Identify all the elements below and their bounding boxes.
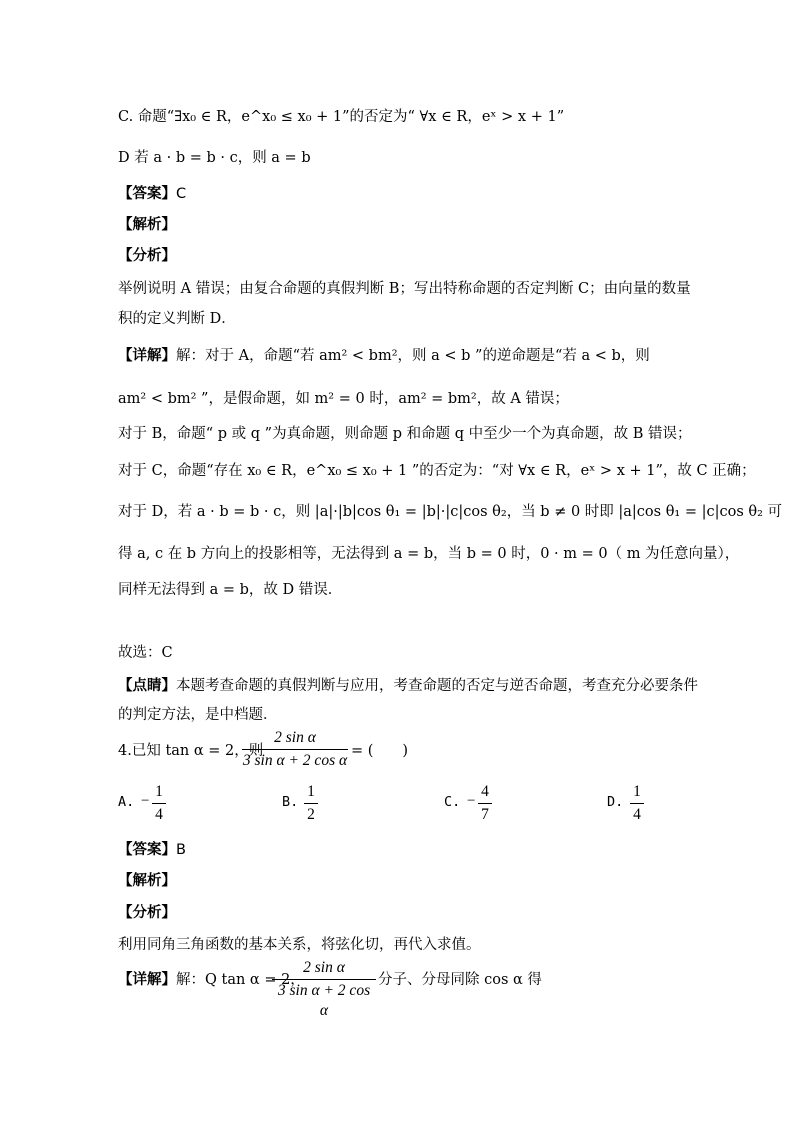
fraction-bar <box>478 803 492 804</box>
fraction-bar <box>152 803 166 804</box>
fraction-denominator: 3 sin α + 2 cos α <box>277 982 371 1019</box>
option-c-sign: − <box>467 793 476 809</box>
fraction-denominator: 4 <box>155 806 163 823</box>
q4-detail-suffix: 分子、分母同除 cos α 得 <box>378 972 542 988</box>
q3-detail-line6: 得 a, c 在 b 方向上的投影相等，无法得到 a = b，当 b = 0 时，0 · m = 0（ m 为任意向量）， <box>118 546 740 562</box>
option-a-sign: − <box>141 793 150 809</box>
fraction-numerator: 2 sin α <box>274 729 316 746</box>
q3-detail-line5: 对于 D，若 a · b = b · c，则 |a|·|b|cos θ₁ = |b|·|c|cos θ₂，当 b ≠ 0 时即 |a|cos θ₁ = |c|cos θ₂ 可 <box>118 504 783 520</box>
q3-option-c: C. 命题“∃x₀ ∈ R，e^x₀ ≤ x₀ + 1”的否定为“ ∀x ∈ R，eˣ > x + 1” <box>118 109 565 125</box>
fraction-bar <box>304 803 318 804</box>
q3-detail-line2: am² < bm² ”，是假命题，如 m² = 0 时，am² = bm²，故 A 错误； <box>118 391 569 407</box>
q4-detail-fraction <box>272 958 376 1021</box>
option-a-fraction <box>152 782 166 825</box>
option-a-label: A. <box>118 794 135 810</box>
fraction-denominator: 3 sin α + 2 cos α <box>242 752 348 769</box>
q3-answer <box>118 184 186 204</box>
q3-fenxi-heading: 【分析】 <box>118 248 176 264</box>
q3-remark-line1 <box>118 676 698 696</box>
fraction-denominator: 2 <box>307 806 315 823</box>
fraction-numerator: 2 sin α <box>303 959 345 976</box>
q4-stem-prefix: 4.已知 tan α = 2，则 <box>118 743 264 759</box>
option-c-fraction <box>478 782 492 825</box>
fraction-bar <box>630 803 644 804</box>
fraction-numerator: 1 <box>307 783 315 800</box>
option-d-label: D. <box>607 794 624 810</box>
remark-text: 本题考查命题的真假判断与应用，考查命题的否定与逆否命题，考查充分必要条件 <box>176 678 698 694</box>
detail-heading: 【详解】 <box>118 972 176 988</box>
fraction-denominator: 4 <box>633 806 641 823</box>
detail-text: 解：Q tan α = 2， <box>176 972 305 988</box>
q4-fenxi-heading: 【分析】 <box>118 905 176 921</box>
option-d-fraction <box>630 782 644 825</box>
q3-detail-line3: 对于 B，命题“ p 或 q ”为真命题，则命题 p 和命题 q 中至少一个为真命题，故 B 错误； <box>118 426 692 442</box>
fraction-bar <box>272 979 376 980</box>
q3-choice: 故选：C <box>118 645 173 661</box>
q3-detail-line7: 同样无法得到 a = b，故 D 错误． <box>118 582 343 598</box>
q4-stem-suffix: = ( ) <box>351 743 409 759</box>
answer-value: C <box>176 186 187 202</box>
q3-detail-line4: 对于 C，命题“存在 x₀ ∈ R，e^x₀ ≤ x₀ + 1 ”的否定为：“对 ∀x ∈ R，eˣ > x + 1”，故 C 正确； <box>118 463 756 479</box>
option-c-label: C. <box>444 794 461 810</box>
detail-text: 解：对于 A，命题“若 am² < bm²，则 a < b ”的逆命题是“若 a < b，则 <box>176 348 650 364</box>
fraction-numerator: 1 <box>633 783 641 800</box>
q4-analysis-heading: 【解析】 <box>118 873 176 889</box>
fraction-numerator: 1 <box>155 783 163 800</box>
answer-value: B <box>176 842 186 858</box>
q4-fenxi-line1: 利用同角三角函数的基本关系，将弦化切，再代入求值。 <box>118 937 481 953</box>
q4-stem-fraction <box>242 728 348 771</box>
q3-detail-line1 <box>118 346 650 366</box>
q3-fenxi-line2: 积的定义判断 D． <box>118 311 236 327</box>
answer-heading: 【答案】 <box>118 842 176 858</box>
fraction-bar <box>242 749 348 750</box>
q3-option-d: D 若 a · b = b · c，则 a = b <box>118 150 311 166</box>
q3-fenxi-line1: 举例说明 A 错误；由复合命题的真假判断 B；写出特称命题的否定判断 C；由向量的数量 <box>118 281 691 297</box>
remark-heading: 【点睛】 <box>118 678 176 694</box>
option-b-fraction <box>304 782 318 825</box>
answer-heading: 【答案】 <box>118 186 176 202</box>
q4-answer <box>118 840 186 860</box>
fraction-numerator: 4 <box>481 783 489 800</box>
detail-heading: 【详解】 <box>118 348 176 364</box>
q3-analysis-heading: 【解析】 <box>118 217 176 233</box>
option-b-label: B. <box>282 794 299 810</box>
fraction-denominator: 7 <box>481 806 489 823</box>
q3-remark-line2: 的判定方法，是中档题． <box>118 707 278 723</box>
